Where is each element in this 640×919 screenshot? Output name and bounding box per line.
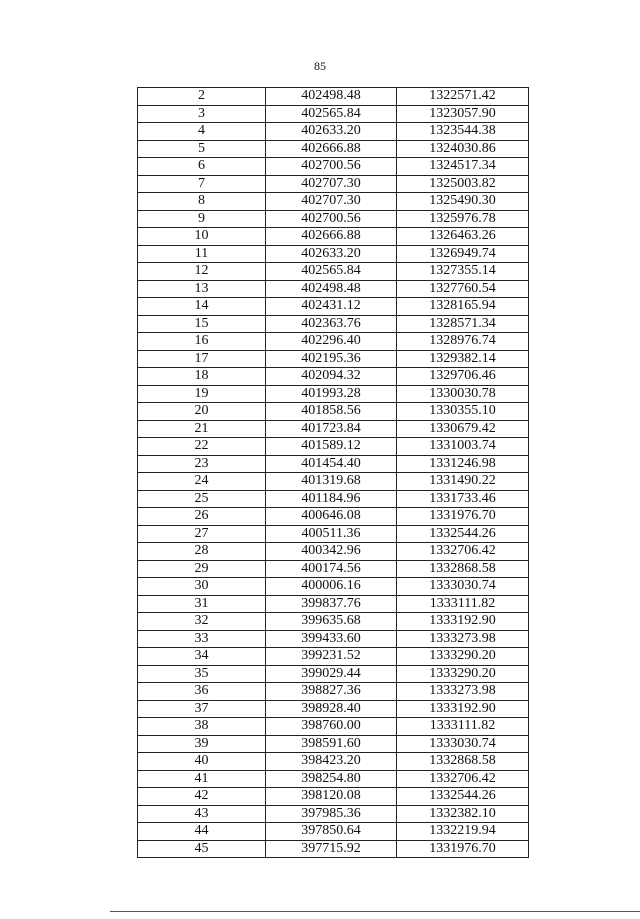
x-coordinate-cell: 400646.08 (266, 508, 397, 526)
x-coordinate-cell: 402363.76 (266, 315, 397, 333)
table-row (138, 105, 529, 123)
point-number-cell: 32 (138, 613, 266, 631)
y-coordinate-cell: 1333290.20 (397, 665, 529, 683)
y-coordinate-cell: 1327355.14 (397, 263, 529, 281)
x-coordinate-cell: 402707.30 (266, 175, 397, 193)
x-coordinate-cell: 400511.36 (266, 525, 397, 543)
table-row (138, 403, 529, 421)
y-coordinate-cell: 1332219.94 (397, 823, 529, 841)
table-row (138, 700, 529, 718)
table-row (138, 298, 529, 316)
x-coordinate-cell: 402195.36 (266, 350, 397, 368)
y-coordinate-cell: 1331976.70 (397, 840, 529, 858)
point-number-cell: 8 (138, 193, 266, 211)
table-row (138, 770, 529, 788)
x-coordinate-cell: 398760.00 (266, 718, 397, 736)
point-number-cell: 20 (138, 403, 266, 421)
y-coordinate-cell: 1332544.26 (397, 525, 529, 543)
table-row (138, 123, 529, 141)
table-row (138, 595, 529, 613)
y-coordinate-cell: 1324030.86 (397, 140, 529, 158)
y-coordinate-cell: 1331246.98 (397, 455, 529, 473)
point-number-cell: 11 (138, 245, 266, 263)
table-row (138, 193, 529, 211)
table-row (138, 788, 529, 806)
x-coordinate-cell: 401319.68 (266, 473, 397, 491)
point-number-cell: 19 (138, 385, 266, 403)
point-number-cell: 10 (138, 228, 266, 246)
page-number: 85 (314, 59, 326, 73)
table-row (138, 613, 529, 631)
y-coordinate-cell: 1329706.46 (397, 368, 529, 386)
y-coordinate-cell: 1333030.74 (397, 578, 529, 596)
point-number-cell: 5 (138, 140, 266, 158)
point-number-cell: 27 (138, 525, 266, 543)
table-row (138, 648, 529, 666)
y-coordinate-cell: 1331003.74 (397, 438, 529, 456)
point-number-cell: 31 (138, 595, 266, 613)
x-coordinate-cell: 402700.56 (266, 210, 397, 228)
point-number-cell: 29 (138, 560, 266, 578)
y-coordinate-cell: 1327760.54 (397, 280, 529, 298)
y-coordinate-cell: 1333273.98 (397, 683, 529, 701)
table-row (138, 175, 529, 193)
x-coordinate-cell: 397985.36 (266, 805, 397, 823)
table-row (138, 543, 529, 561)
point-number-cell: 22 (138, 438, 266, 456)
table-row (138, 385, 529, 403)
x-coordinate-cell: 399837.76 (266, 595, 397, 613)
table-row (138, 210, 529, 228)
y-coordinate-cell: 1332868.58 (397, 560, 529, 578)
point-number-cell: 15 (138, 315, 266, 333)
point-number-cell: 25 (138, 490, 266, 508)
point-number-cell: 23 (138, 455, 266, 473)
point-number-cell: 45 (138, 840, 266, 858)
x-coordinate-cell: 402565.84 (266, 105, 397, 123)
coordinates-table (137, 87, 529, 858)
point-number-cell: 3 (138, 105, 266, 123)
point-number-cell: 37 (138, 700, 266, 718)
point-number-cell: 12 (138, 263, 266, 281)
table-row (138, 88, 529, 106)
y-coordinate-cell: 1333192.90 (397, 700, 529, 718)
table-row (138, 508, 529, 526)
x-coordinate-cell: 401589.12 (266, 438, 397, 456)
x-coordinate-cell: 398827.36 (266, 683, 397, 701)
y-coordinate-cell: 1322571.42 (397, 88, 529, 106)
table-row (138, 455, 529, 473)
table-row (138, 753, 529, 771)
point-number-cell: 39 (138, 735, 266, 753)
x-coordinate-cell: 402498.48 (266, 280, 397, 298)
y-coordinate-cell: 1323544.38 (397, 123, 529, 141)
point-number-cell: 4 (138, 123, 266, 141)
point-number-cell: 28 (138, 543, 266, 561)
y-coordinate-cell: 1333030.74 (397, 735, 529, 753)
x-coordinate-cell: 398120.08 (266, 788, 397, 806)
x-coordinate-cell: 401993.28 (266, 385, 397, 403)
y-coordinate-cell: 1328571.34 (397, 315, 529, 333)
point-number-cell: 35 (138, 665, 266, 683)
y-coordinate-cell: 1333111.82 (397, 595, 529, 613)
x-coordinate-cell: 402633.20 (266, 245, 397, 263)
footer-rule (110, 911, 640, 912)
table-row (138, 368, 529, 386)
point-number-cell: 9 (138, 210, 266, 228)
x-coordinate-cell: 398254.80 (266, 770, 397, 788)
table-row (138, 525, 529, 543)
y-coordinate-cell: 1325003.82 (397, 175, 529, 193)
point-number-cell: 26 (138, 508, 266, 526)
y-coordinate-cell: 1332544.26 (397, 788, 529, 806)
x-coordinate-cell: 402498.48 (266, 88, 397, 106)
x-coordinate-cell: 400006.16 (266, 578, 397, 596)
table-row (138, 263, 529, 281)
y-coordinate-cell: 1331490.22 (397, 473, 529, 491)
x-coordinate-cell: 399635.68 (266, 613, 397, 631)
table-row (138, 683, 529, 701)
x-coordinate-cell: 399029.44 (266, 665, 397, 683)
table-row (138, 630, 529, 648)
x-coordinate-cell: 401723.84 (266, 420, 397, 438)
y-coordinate-cell: 1329382.14 (397, 350, 529, 368)
y-coordinate-cell: 1332706.42 (397, 543, 529, 561)
x-coordinate-cell: 397715.92 (266, 840, 397, 858)
y-coordinate-cell: 1332382.10 (397, 805, 529, 823)
point-number-cell: 7 (138, 175, 266, 193)
x-coordinate-cell: 402565.84 (266, 263, 397, 281)
y-coordinate-cell: 1333192.90 (397, 613, 529, 631)
table-row (138, 718, 529, 736)
table-row (138, 140, 529, 158)
y-coordinate-cell: 1330355.10 (397, 403, 529, 421)
x-coordinate-cell: 402094.32 (266, 368, 397, 386)
y-coordinate-cell: 1332706.42 (397, 770, 529, 788)
x-coordinate-cell: 401454.40 (266, 455, 397, 473)
table-row (138, 840, 529, 858)
x-coordinate-cell: 399231.52 (266, 648, 397, 666)
x-coordinate-cell: 402666.88 (266, 140, 397, 158)
table-row (138, 350, 529, 368)
point-number-cell: 6 (138, 158, 266, 176)
x-coordinate-cell: 398423.20 (266, 753, 397, 771)
table-row (138, 245, 529, 263)
table-row (138, 665, 529, 683)
x-coordinate-cell: 400342.96 (266, 543, 397, 561)
y-coordinate-cell: 1331976.70 (397, 508, 529, 526)
x-coordinate-cell: 402707.30 (266, 193, 397, 211)
y-coordinate-cell: 1333111.82 (397, 718, 529, 736)
x-coordinate-cell: 398928.40 (266, 700, 397, 718)
y-coordinate-cell: 1328165.94 (397, 298, 529, 316)
y-coordinate-cell: 1325976.78 (397, 210, 529, 228)
point-number-cell: 24 (138, 473, 266, 491)
coordinates-table-body (138, 88, 529, 858)
point-number-cell: 16 (138, 333, 266, 351)
y-coordinate-cell: 1328976.74 (397, 333, 529, 351)
point-number-cell: 21 (138, 420, 266, 438)
point-number-cell: 17 (138, 350, 266, 368)
y-coordinate-cell: 1324517.34 (397, 158, 529, 176)
x-coordinate-cell: 402666.88 (266, 228, 397, 246)
point-number-cell: 42 (138, 788, 266, 806)
table-row (138, 578, 529, 596)
y-coordinate-cell: 1330679.42 (397, 420, 529, 438)
x-coordinate-cell: 398591.60 (266, 735, 397, 753)
y-coordinate-cell: 1333290.20 (397, 648, 529, 666)
table-row (138, 158, 529, 176)
x-coordinate-cell: 401184.96 (266, 490, 397, 508)
table-row (138, 560, 529, 578)
table-row (138, 490, 529, 508)
point-number-cell: 41 (138, 770, 266, 788)
point-number-cell: 38 (138, 718, 266, 736)
point-number-cell: 18 (138, 368, 266, 386)
table-row (138, 280, 529, 298)
table-row (138, 333, 529, 351)
y-coordinate-cell: 1323057.90 (397, 105, 529, 123)
table-row (138, 438, 529, 456)
x-coordinate-cell: 402296.40 (266, 333, 397, 351)
table-row (138, 228, 529, 246)
x-coordinate-cell: 402633.20 (266, 123, 397, 141)
x-coordinate-cell: 402700.56 (266, 158, 397, 176)
x-coordinate-cell: 402431.12 (266, 298, 397, 316)
table-row (138, 823, 529, 841)
y-coordinate-cell: 1331733.46 (397, 490, 529, 508)
table-row (138, 420, 529, 438)
table-row (138, 473, 529, 491)
point-number-cell: 34 (138, 648, 266, 666)
y-coordinate-cell: 1332868.58 (397, 753, 529, 771)
x-coordinate-cell: 401858.56 (266, 403, 397, 421)
y-coordinate-cell: 1333273.98 (397, 630, 529, 648)
y-coordinate-cell: 1330030.78 (397, 385, 529, 403)
table-row (138, 735, 529, 753)
y-coordinate-cell: 1325490.30 (397, 193, 529, 211)
point-number-cell: 30 (138, 578, 266, 596)
table-row (138, 805, 529, 823)
point-number-cell: 36 (138, 683, 266, 701)
point-number-cell: 33 (138, 630, 266, 648)
point-number-cell: 14 (138, 298, 266, 316)
point-number-cell: 43 (138, 805, 266, 823)
point-number-cell: 2 (138, 88, 266, 106)
table-row (138, 315, 529, 333)
y-coordinate-cell: 1326949.74 (397, 245, 529, 263)
point-number-cell: 13 (138, 280, 266, 298)
x-coordinate-cell: 400174.56 (266, 560, 397, 578)
y-coordinate-cell: 1326463.26 (397, 228, 529, 246)
point-number-cell: 44 (138, 823, 266, 841)
x-coordinate-cell: 399433.60 (266, 630, 397, 648)
x-coordinate-cell: 397850.64 (266, 823, 397, 841)
point-number-cell: 40 (138, 753, 266, 771)
